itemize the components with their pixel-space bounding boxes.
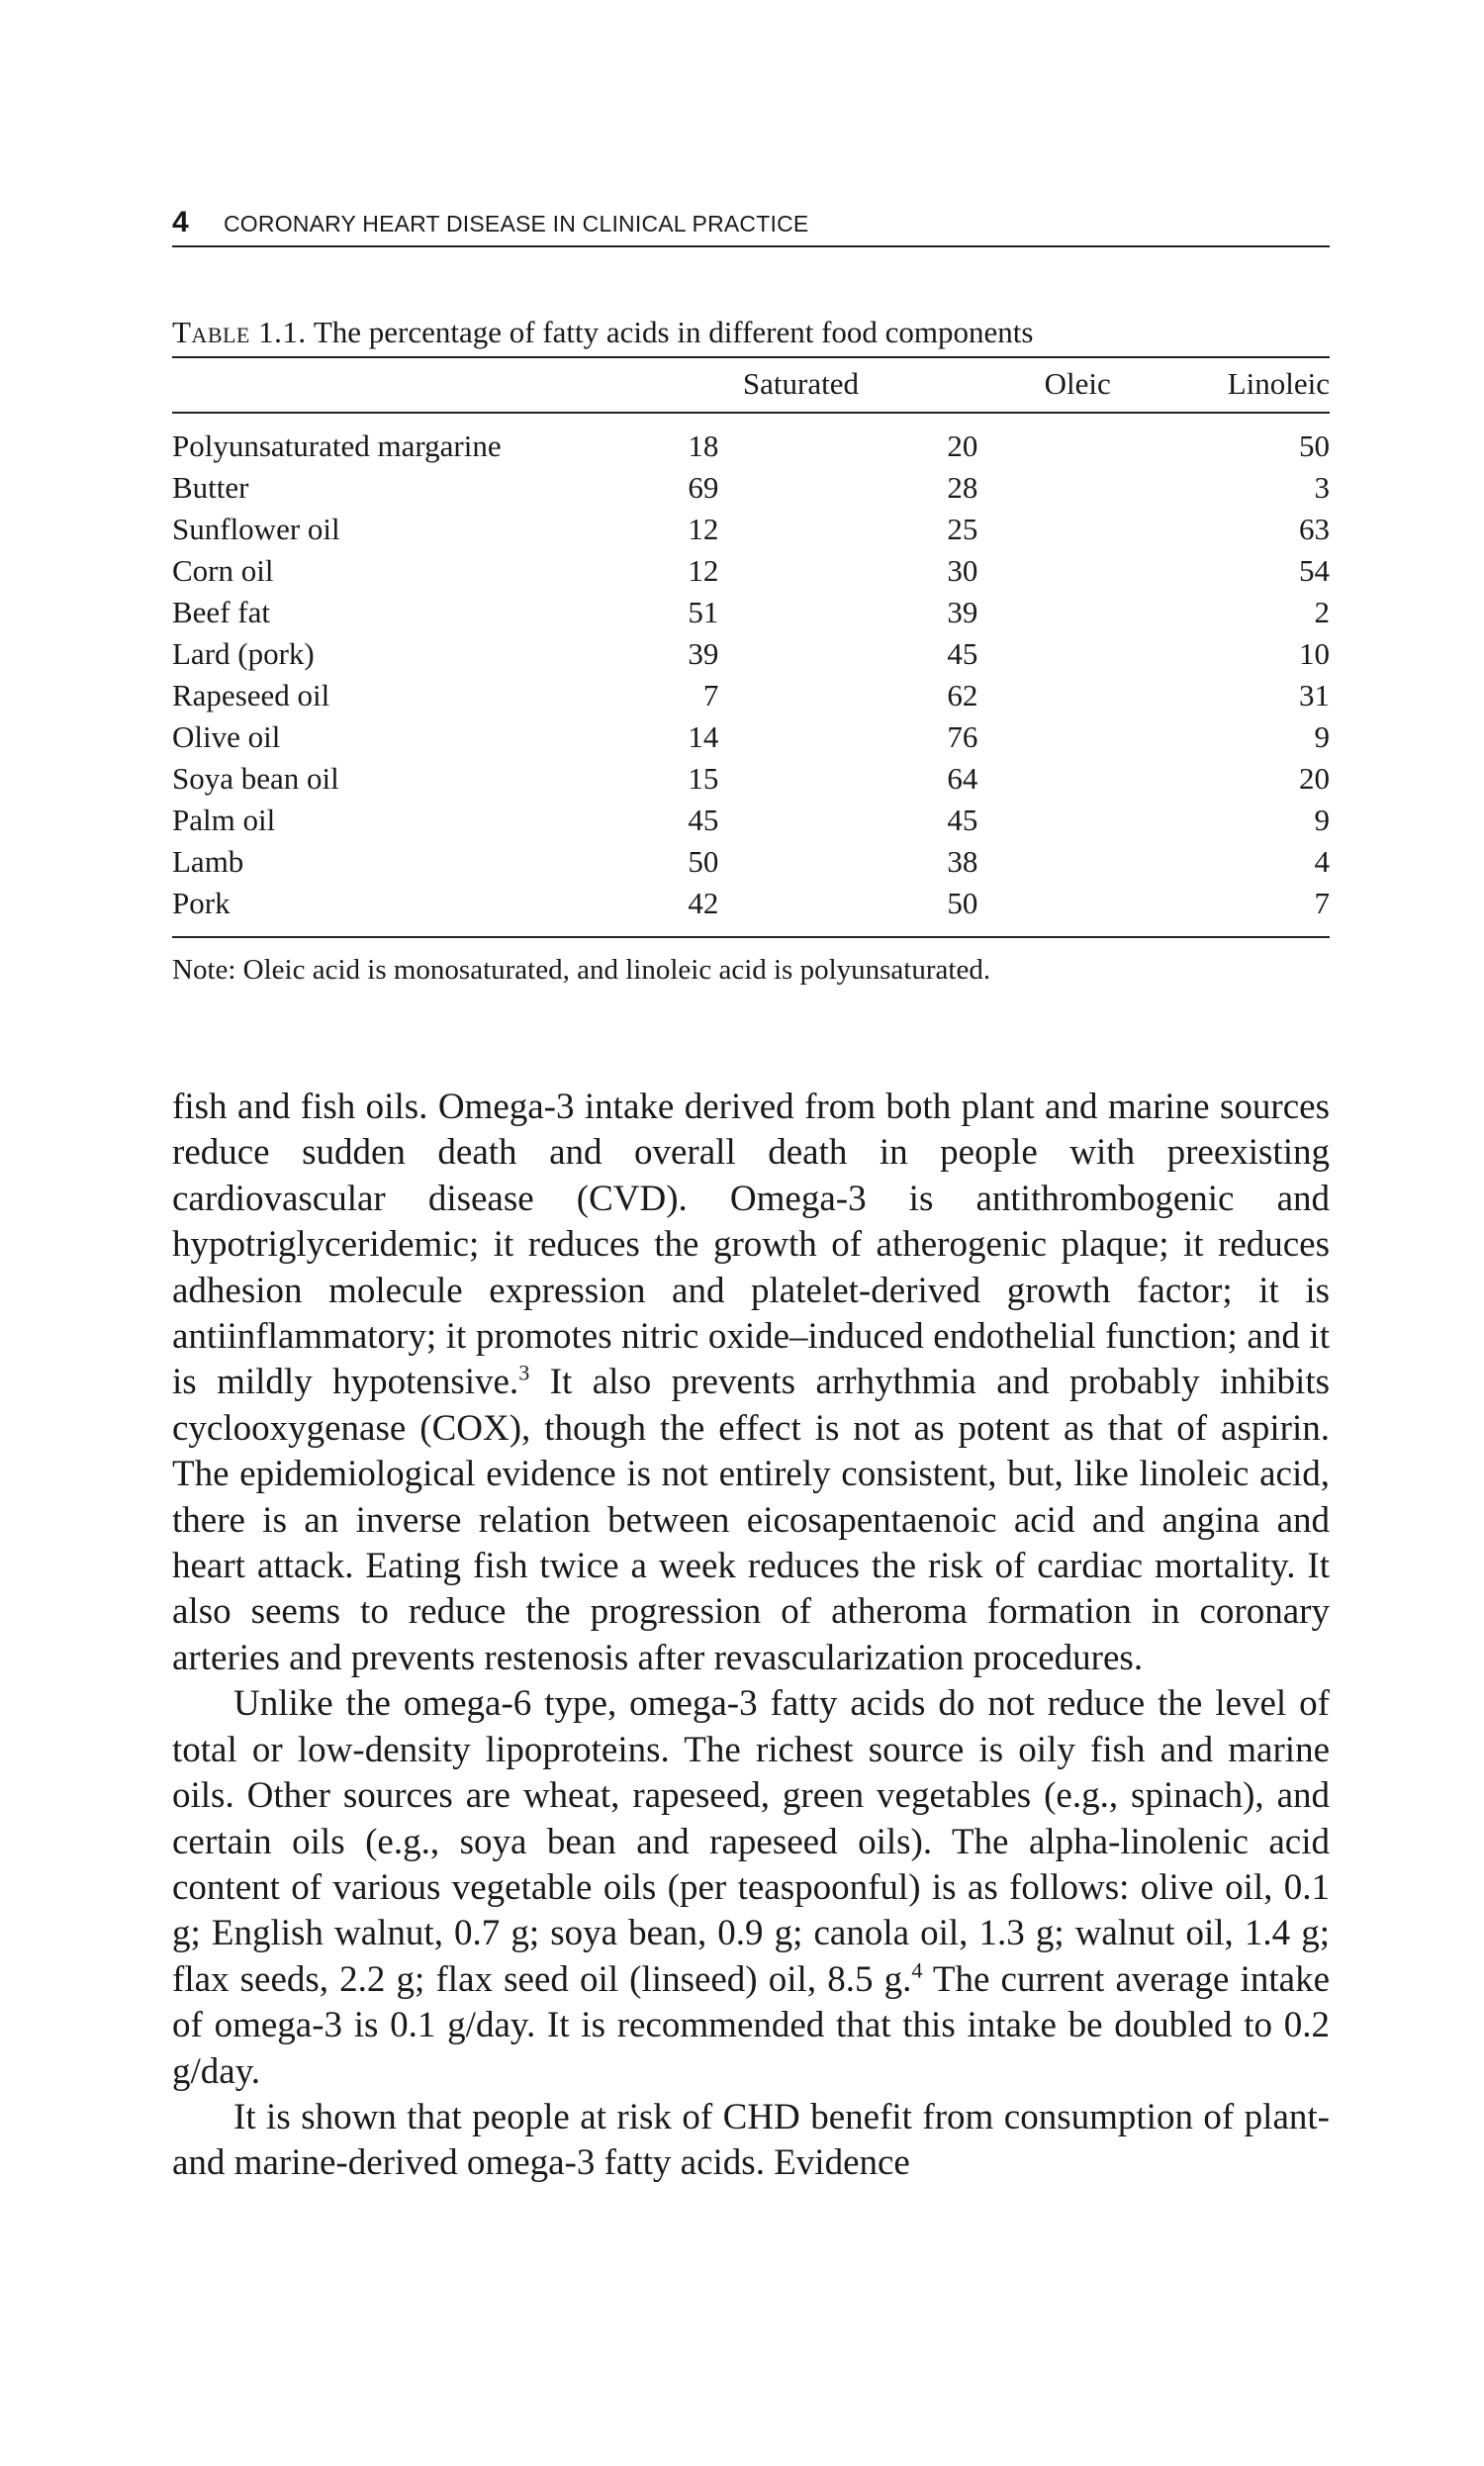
- saturated-cell: 18: [688, 428, 719, 463]
- paragraph-text: It also prevents arrhythmia and probably inhibits cyclooxygenase (COX), though the effect is not as potent as that of aspirin. The epidemiological evidence is not entirely consistent, but, like linoleic acid, there is an inverse relation between eicosapentaenoic acid and angina and heart attack. Eating fish twice a week reduces the risk of cardiac mortality. It also seems to reduce the progression of atheroma formation in coronary arteries and prevents restenosis after revascularization procedures.: [172, 1362, 1330, 1678]
- running-title: CORONARY HEART DISEASE IN CLINICAL PRACTICE: [224, 211, 809, 237]
- table-row: [172, 633, 1330, 675]
- saturated-cell: 45: [688, 803, 719, 837]
- linoleic-cell: 20: [1299, 761, 1330, 796]
- paragraph-text: It is shown that people at risk of CHD benefit from consumption of plant- and marine-derived omega-3 fatty acids. Evidence: [172, 2096, 1330, 2184]
- spacer-cell: [718, 883, 927, 936]
- reference-marker: 3: [518, 1361, 530, 1386]
- spacer-cell: [977, 675, 1227, 716]
- spacer-cell: [718, 800, 927, 841]
- page-number: 4: [172, 206, 189, 238]
- saturated-cell: 50: [688, 844, 719, 879]
- table-header-row: [172, 358, 1330, 413]
- reference-marker: 4: [911, 1957, 923, 1983]
- paragraph: [172, 2095, 1330, 2187]
- spacer-cell: [977, 883, 1227, 936]
- oleic-cell: 20: [947, 428, 978, 463]
- linoleic-cell: 10: [1299, 636, 1330, 671]
- linoleic-cell: 54: [1299, 553, 1330, 588]
- spacer-cell: [977, 800, 1227, 841]
- oleic-cell: 38: [947, 844, 978, 879]
- table-row: [172, 413, 1330, 467]
- spacer-cell: [977, 413, 1227, 467]
- column-header-linoleic: Linoleic: [1228, 358, 1330, 413]
- food-cell: Lamb: [172, 844, 244, 879]
- table-row: [172, 841, 1330, 883]
- paragraph: [172, 1681, 1330, 2095]
- saturated-cell: 69: [688, 470, 719, 505]
- table-row: [172, 800, 1330, 841]
- spacer-cell: [718, 509, 927, 550]
- saturated-cell: 42: [688, 886, 719, 920]
- paragraph-text: fish and fish oils. Omega-3 intake derived from both plant and marine sources reduce sudden death and overall death in people with preexisting cardiovascular disease (CVD). Omega-3 is antithrombogenic and hypotriglyceridemic; it reduces the growth of atherogenic plaque; it reduces adhesion molecule expression and platelet-derived growth factor; it is antiinflammatory; it promotes nitric oxide–induced endothelial function; and it is mildly hypotensive.: [172, 1087, 1330, 1403]
- oleic-cell: 76: [947, 719, 978, 754]
- oleic-cell: 30: [947, 553, 978, 588]
- oleic-cell: 45: [947, 636, 978, 671]
- linoleic-cell: 7: [1314, 886, 1330, 920]
- oleic-cell: 28: [947, 470, 978, 505]
- table-row: [172, 716, 1330, 758]
- spacer-cell: [977, 716, 1227, 758]
- table-note: Note: Oleic acid is monosaturated, and linoleic acid is polyunsaturated.: [172, 936, 1330, 987]
- spacer-cell: [718, 467, 927, 509]
- spacer-cell: [718, 758, 927, 800]
- food-cell: Olive oil: [172, 719, 281, 754]
- spacer-cell: [718, 716, 927, 758]
- saturated-cell: 15: [688, 761, 719, 796]
- spacer-cell: [977, 592, 1227, 633]
- linoleic-cell: 4: [1314, 844, 1330, 879]
- table-body: [172, 413, 1330, 936]
- paragraph-text: The current average intake of omega-3 is 0.1 g/day. It is recommended that this intake be doubled to 0.2 g/day.: [172, 1958, 1330, 2092]
- spacer-cell: [718, 633, 927, 675]
- table-row: [172, 509, 1330, 550]
- saturated-cell: 12: [688, 512, 719, 546]
- oleic-cell: 50: [947, 886, 978, 920]
- table-row: [172, 758, 1330, 800]
- spacer-cell: [718, 550, 927, 592]
- food-cell: Corn oil: [172, 553, 274, 588]
- oleic-cell: 25: [947, 512, 978, 546]
- table-row: [172, 592, 1330, 633]
- food-cell: Butter: [172, 470, 249, 505]
- saturated-cell: 51: [688, 595, 719, 629]
- table-row: [172, 675, 1330, 716]
- oleic-cell: 39: [947, 595, 978, 629]
- column-header-food: [172, 358, 674, 413]
- running-header: [172, 206, 1330, 247]
- fatty-acids-table: [172, 358, 1330, 936]
- food-cell: Polyunsaturated margarine: [172, 428, 502, 463]
- food-cell: Lard (pork): [172, 636, 315, 671]
- food-cell: Beef fat: [172, 595, 270, 629]
- linoleic-cell: 3: [1314, 470, 1330, 505]
- table-label: Table 1.1.: [172, 315, 307, 349]
- table-row: [172, 550, 1330, 592]
- fatty-acids-table-block: [172, 315, 1330, 987]
- oleic-cell: 45: [947, 803, 978, 837]
- spacer-cell: [977, 550, 1227, 592]
- column-header-saturated: Saturated: [674, 358, 928, 413]
- column-header-oleic: Oleic: [928, 358, 1228, 413]
- food-cell: Sunflower oil: [172, 512, 340, 546]
- oleic-cell: 62: [947, 678, 978, 712]
- spacer-cell: [977, 509, 1227, 550]
- table-caption: [172, 315, 1330, 358]
- linoleic-cell: 63: [1299, 512, 1330, 546]
- spacer-cell: [977, 467, 1227, 509]
- paragraph: [172, 1085, 1330, 1681]
- food-cell: Rapeseed oil: [172, 678, 330, 712]
- table-row: [172, 467, 1330, 509]
- spacer-cell: [977, 758, 1227, 800]
- linoleic-cell: 9: [1314, 803, 1330, 837]
- spacer-cell: [718, 841, 927, 883]
- paragraph-text: Unlike the omega-6 type, omega-3 fatty acids do not reduce the level of total or low-density lipoproteins. The richest source is oily fish and marine oils. Other sources are wheat, rapeseed, green vegetables (e.g., spinach), and certain oils (e.g., soya bean and rapeseed oils). The alpha-linolenic acid content of various vegetable oils (per teaspoonful) is as follows: olive oil, 0.1 g; English walnut, 0.7 g; soya bean, 0.9 g; canola oil, 1.3 g; walnut oil, 1.4 g; flax seeds, 2.2 g; flax seed oil (linseed) oil, 8.5 g.: [172, 1683, 1330, 2000]
- linoleic-cell: 50: [1299, 428, 1330, 463]
- table-title: The percentage of fatty acids in different food components: [313, 315, 1034, 349]
- spacer-cell: [718, 675, 927, 716]
- oleic-cell: 64: [947, 761, 978, 796]
- food-cell: Pork: [172, 886, 231, 920]
- linoleic-cell: 31: [1299, 678, 1330, 712]
- spacer-cell: [718, 592, 927, 633]
- food-cell: Soya bean oil: [172, 761, 339, 796]
- saturated-cell: 14: [688, 719, 719, 754]
- saturated-cell: 7: [702, 678, 719, 712]
- body-text: [172, 1085, 1330, 2187]
- spacer-cell: [718, 413, 927, 467]
- food-cell: Palm oil: [172, 803, 276, 837]
- linoleic-cell: 2: [1314, 595, 1330, 629]
- saturated-cell: 39: [688, 636, 719, 671]
- spacer-cell: [977, 633, 1227, 675]
- linoleic-cell: 9: [1314, 719, 1330, 754]
- saturated-cell: 12: [688, 553, 719, 588]
- spacer-cell: [977, 841, 1227, 883]
- table-row: [172, 883, 1330, 936]
